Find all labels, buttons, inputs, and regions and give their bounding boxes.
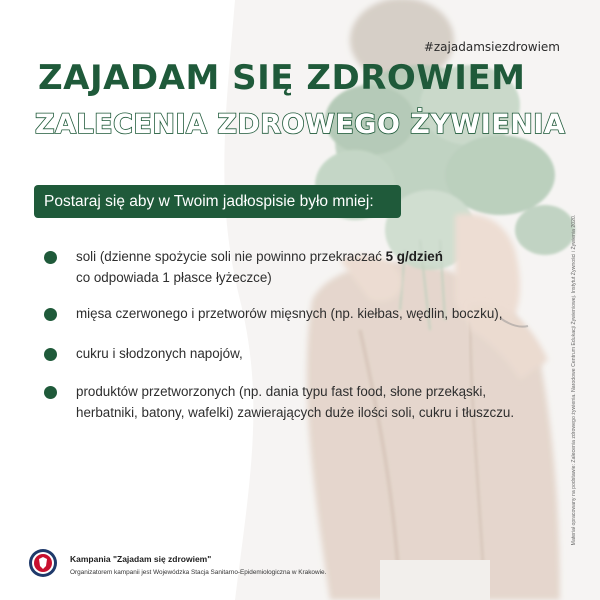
item-text-line: produktów przetworzonych (np. dania typu fast food, słone przekąski, — [76, 384, 487, 399]
item-text-line: co odpowiada 1 płasce łyżeczce) — [76, 270, 272, 285]
list-item — [44, 381, 514, 423]
item-text-part: soli (dzienne spożycie soli nie powinno przekraczać — [76, 249, 386, 264]
campaign-organizer: Organizatorem kampanii jest Wojewódzka Stacja Sanitarno-Epidemiologiczna w Krakowie. — [70, 569, 327, 576]
hashtag: #zajadamsiezdrowiem — [423, 40, 560, 54]
list-item-text — [76, 246, 443, 288]
item-text-highlight: 5 g/dzień — [385, 249, 443, 264]
item-text-line: cukru i słodzonych napojów, — [76, 346, 243, 361]
item-text-line: herbatniki, batony, wafelki) zawierających duże ilości soli, cukru i tłuszczu. — [76, 405, 515, 420]
section-banner: Postaraj się aby w Twoim jadłospisie było mniej: — [34, 185, 401, 218]
page-subtitle: ZALECENIA ZDROWEGO ŻYWIENIA — [35, 109, 566, 140]
list-item-text — [76, 303, 502, 324]
bullet-icon — [44, 251, 57, 264]
list-item — [44, 246, 443, 288]
bullet-icon — [44, 348, 57, 361]
list-item — [44, 303, 502, 324]
sanepid-logo-icon — [28, 548, 58, 578]
bullet-icon — [44, 386, 57, 399]
source-note-text: Materiał opracowany na podstawie: Zalecenia zdrowego żywienia. Narodowe Centrum Edukacji Żywieniowej. Instytut Żywności i Żywienia 2020. — [571, 214, 577, 546]
item-text-line: mięsa czerwonego i przetworów mięsnych (np. kiełbas, wędlin, boczku), — [76, 306, 503, 321]
bullet-icon — [44, 308, 57, 321]
list-item-text — [76, 343, 243, 364]
campaign-title: Kampania "Zajadam się zdrowiem" — [70, 554, 212, 564]
page-title: ZAJADAM SIĘ ZDROWIEM — [38, 58, 526, 98]
source-note — [571, 214, 581, 550]
list-item — [44, 343, 243, 364]
list-item-text — [76, 381, 514, 423]
